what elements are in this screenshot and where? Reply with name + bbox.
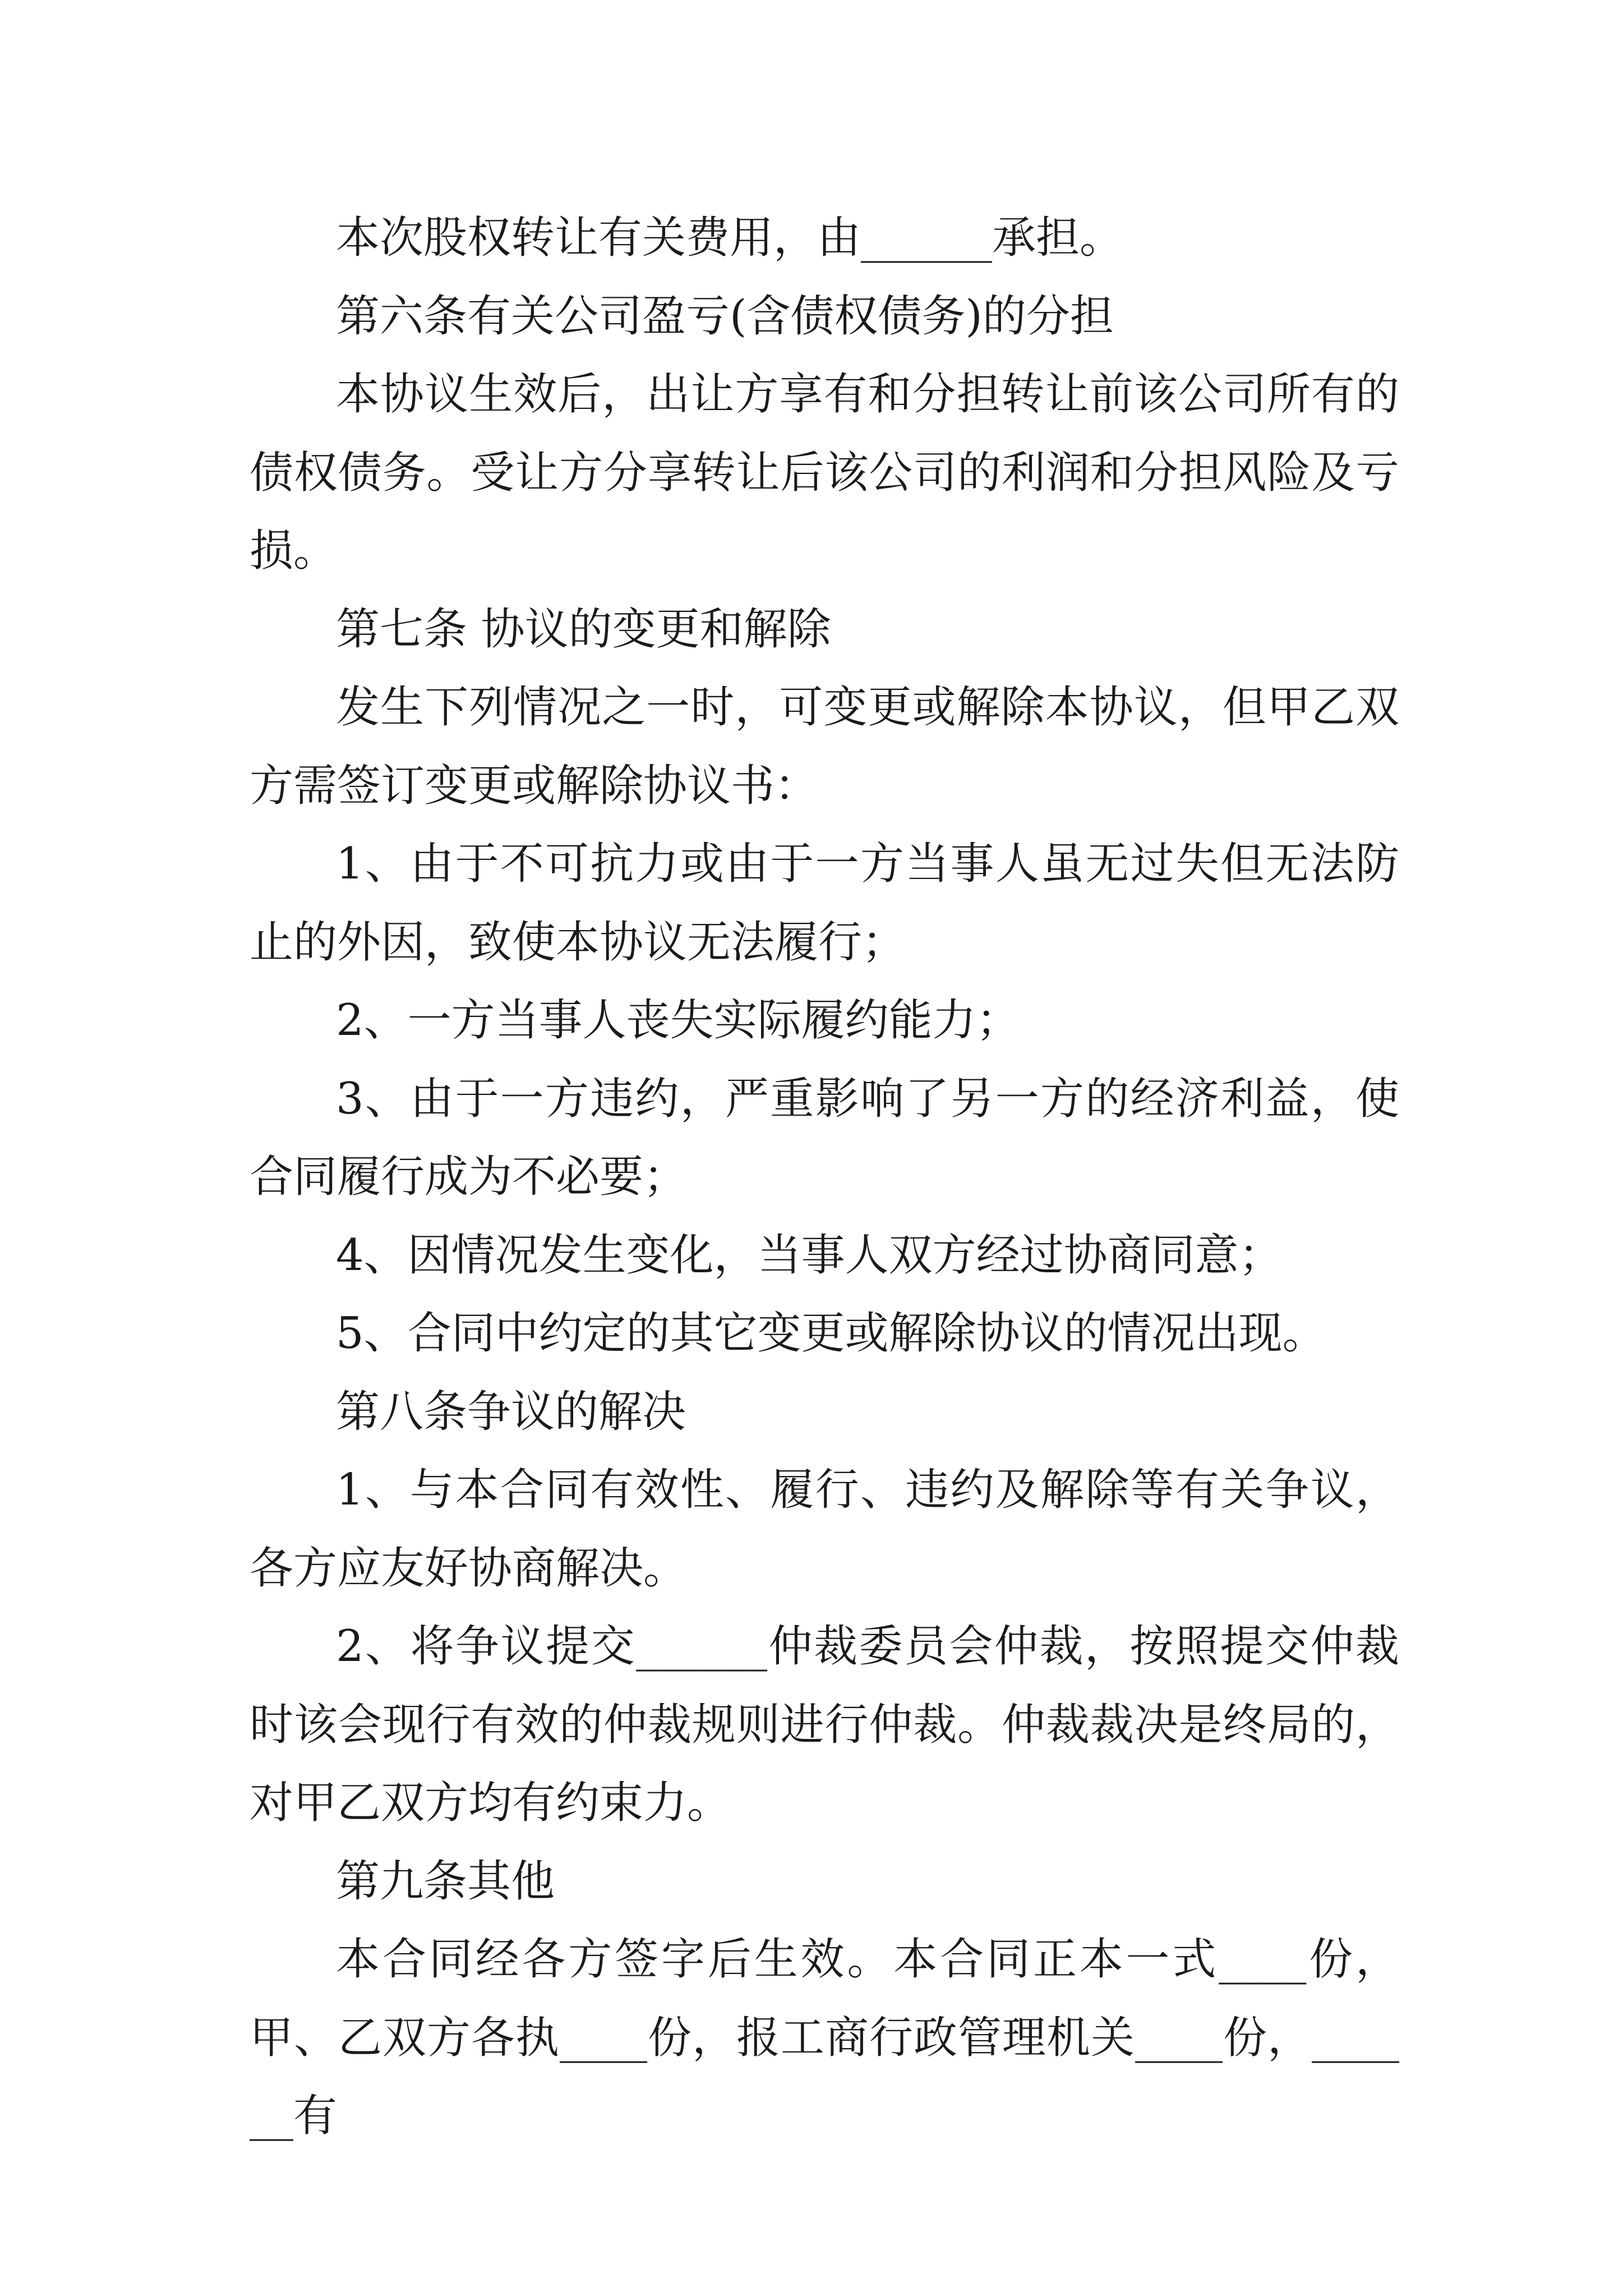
list-item-1: 1、由于不可抗力或由于一方当事人虽无过失但无法防止的外因，致使本协议无法履行； <box>250 839 1399 968</box>
paragraph-profit-loss: 本协议生效后，出让方享有和分担转让前该公司所有的债权债务。受让方分享转让后该公司的利润和分担风险及亏损。 <box>250 369 1399 576</box>
list-item-4: 4、因情况发生变化，当事人双方经过协商同意； <box>336 1230 1283 1281</box>
list-item-2: 2、一方当事人丧失实际履约能力； <box>336 995 1020 1046</box>
article-8-heading: 第八条争议的解决 <box>336 1386 686 1437</box>
article-6-heading: 第六条有关公司盈亏(含债权债务)的分担 <box>336 291 1114 342</box>
list-item-3: 3、由于一方违约，严重影响了另一方的经济利益，使合同履行成为不必要； <box>250 1073 1399 1202</box>
paragraph-change-conditions: 发生下列情况之一时，可变更或解除本协议，但甲乙双方需签订变更或解除协议书： <box>250 682 1399 811</box>
list-item-5: 5、合同中约定的其它变更或解除协议的情况出现。 <box>336 1308 1326 1359</box>
document-body <box>250 199 1399 2156</box>
paragraph-fee-bearing: 本次股权转让有关费用，由______承担。 <box>336 213 1124 263</box>
dispute-item-1: 1、与本合同有效性、履行、违约及解除等有关争议，各方应友好协商解决。 <box>250 1465 1399 1594</box>
article-9-heading: 第九条其他 <box>336 1856 555 1907</box>
paragraph-effectiveness: 本合同经各方签字后生效。本合同正本一式____份，甲、乙双方各执____份，报工商行政管理机关____份，______有 <box>250 1934 1399 2141</box>
dispute-item-2: 2、将争议提交______仲裁委员会仲裁，按照提交仲裁时该会现行有效的仲裁规则进行仲裁。仲裁裁决是终局的，对甲乙双方均有约束力。 <box>250 1621 1399 1828</box>
article-7-heading: 第七条 协议的变更和解除 <box>336 604 831 655</box>
